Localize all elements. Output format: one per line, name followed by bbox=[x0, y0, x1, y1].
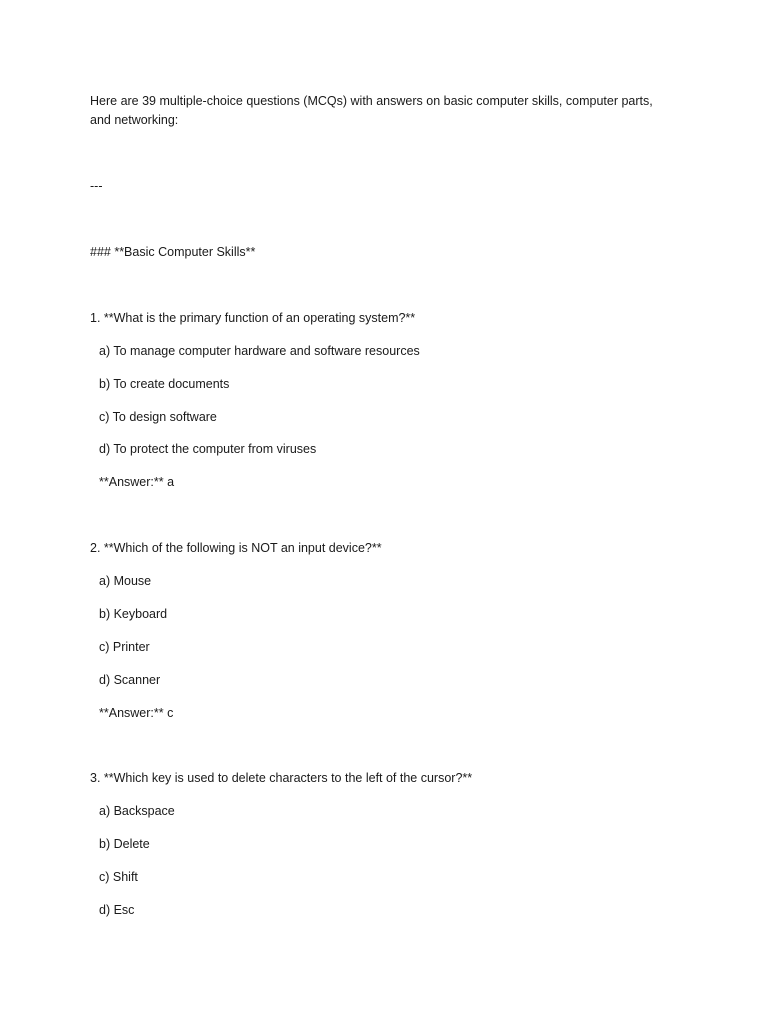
question-1-answer: **Answer:** a bbox=[99, 475, 175, 489]
question-1-option-c: c) To design software bbox=[99, 410, 217, 424]
question-2-option-b: b) Keyboard bbox=[99, 607, 168, 621]
question-2-option-a: a) Mouse bbox=[99, 574, 152, 588]
question-2-prompt: 2. **Which of the following is NOT an input device?** bbox=[90, 541, 382, 555]
question-3-option-c: c) Shift bbox=[99, 870, 138, 884]
question-1-prompt: 1. **What is the primary function of an operating system?** bbox=[90, 311, 416, 325]
question-2-option-c: c) Printer bbox=[99, 640, 150, 654]
question-2-option-d: d) Scanner bbox=[99, 673, 161, 687]
separator: --- bbox=[90, 179, 103, 193]
section-heading: ### **Basic Computer Skills** bbox=[90, 245, 256, 259]
question-3-option-b: b) Delete bbox=[99, 837, 150, 851]
question-1-option-a: a) To manage computer hardware and software resources bbox=[99, 344, 420, 358]
question-3-option-a: a) Backspace bbox=[99, 804, 175, 818]
intro-line-2: and networking: bbox=[90, 113, 179, 127]
question-3-option-d: d) Esc bbox=[99, 903, 135, 917]
question-1-option-d: d) To protect the computer from viruses bbox=[99, 442, 317, 456]
question-1-option-b: b) To create documents bbox=[99, 377, 230, 391]
question-3-prompt: 3. **Which key is used to delete characters to the left of the cursor?** bbox=[90, 771, 473, 785]
question-2-answer: **Answer:** c bbox=[99, 706, 174, 720]
intro-line-1: Here are 39 multiple-choice questions (MCQs) with answers on basic computer skills, computer parts, bbox=[90, 94, 653, 108]
